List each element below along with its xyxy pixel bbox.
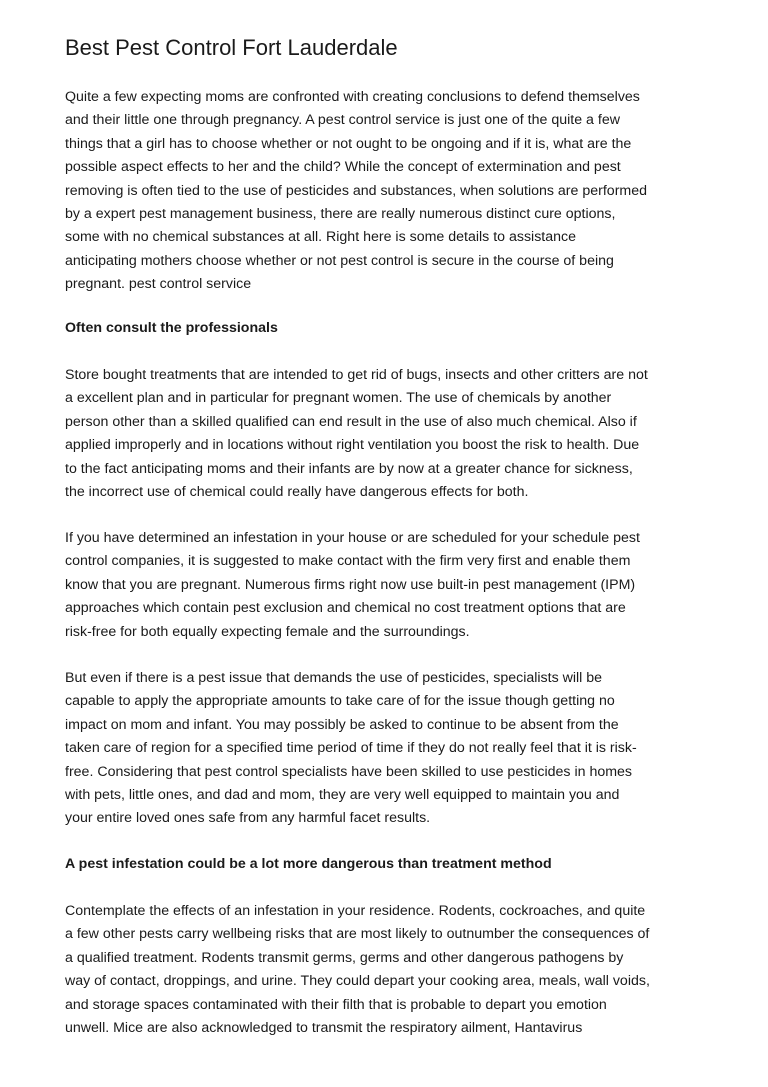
text-line: a qualified treatment. Rodents transmit germs, germs and other dangerous pathogens by (65, 949, 624, 966)
text-line: with pets, little ones, and dad and mom, they are very well equipped to maintain you and (65, 787, 620, 804)
text-line: taken care of region for a specified time period of time if they do not really feel that it is risk- (65, 740, 637, 757)
text-line: Store bought treatments that are intended to get rid of bugs, insects and other critters are not (65, 367, 648, 383)
paragraph-pesticides-use (65, 667, 637, 831)
text-line: risk-free for both equally expecting female and the surroundings. (65, 623, 470, 640)
text-line: by a expert pest management business, there are really numerous distinct cure options, (65, 206, 616, 223)
text-line: things that a girl has to choose whether or not ought to be ongoing and if it is, what are the (65, 135, 632, 152)
text-line: and their little one through pregnancy. A pest control service is just one of the quite a few (65, 112, 620, 129)
paragraph-store-bought (65, 364, 648, 504)
text-line: some with no chemical substances at all. Right here is some details to assistance (65, 229, 576, 246)
text-line: possible aspect effects to her and the child? While the concept of extermination and pest (65, 159, 621, 176)
paragraph-infestation-determined (65, 527, 640, 644)
text-line: removing is often tied to the use of pesticides and substances, when solutions are performed (65, 182, 648, 199)
text-line: Contemplate the effects of an infestation in your residence. Rodents, cockroaches, and quite (65, 903, 646, 919)
text-line: know that you are pregnant. Numerous firms right now use built-in pest management (IPM) (65, 576, 636, 593)
text-line: pregnant. pest control service (65, 276, 252, 293)
text-line: a few other pests carry wellbeing risks that are most likely to outnumber the consequences of (65, 926, 650, 943)
text-line: a excellent plan and in particular for pregnant women. The use of chemicals by another (65, 390, 612, 407)
text-line: approaches which contain pest exclusion and chemical no cost treatment options that are (65, 600, 626, 617)
text-line: to the fact anticipating moms and their infants are by now at a greater chance for sickness, (65, 460, 633, 477)
text-line: capable to apply the appropriate amounts to take care of for the issue though getting no (65, 693, 615, 710)
text-line: your entire loved ones safe from any harmful facet results. (65, 810, 431, 827)
text-line: unwell. Mice are also acknowledged to transmit the respiratory ailment, Hantavirus (65, 1020, 583, 1037)
intro-paragraph (65, 86, 647, 297)
section-heading-professionals: Often consult the professionals (65, 320, 278, 336)
page-title: Best Pest Control Fort Lauderdale (65, 35, 398, 60)
text-line: impact on mom and infant. You may possibly be asked to continue to be absent from the (65, 716, 619, 733)
text-line: control companies, it is suggested to make contact with the firm very first and enable them (65, 553, 631, 570)
text-line: anticipating mothers choose whether or not pest control is secure in the course of being (65, 252, 614, 269)
section-heading-infestation-danger: A pest infestation could be a lot more dangerous than treatment method (65, 856, 552, 872)
paragraph-contemplate-effects (65, 900, 650, 1040)
text-line: If you have determined an infestation in your house or are scheduled for your schedule pest (65, 530, 640, 546)
text-line: way of contact, droppings, and urine. They could depart your cooking area, meals, wall voids, (65, 973, 650, 990)
text-line: Quite a few expecting moms are confronted with creating conclusions to defend themselves (65, 89, 640, 105)
text-line: free. Considering that pest control specialists have been skilled to use pesticides in homes (65, 763, 633, 780)
text-line: and storage spaces contaminated with their filth that is probable to depart you emotion (65, 996, 607, 1013)
text-line: applied improperly and in locations without right ventilation you boost the risk to health. Due (65, 437, 640, 454)
text-line: the incorrect use of chemical could really have dangerous effects for both. (65, 484, 529, 501)
text-line: person other than a skilled qualified can end result in the use of also much chemical. Also if (65, 413, 637, 430)
text-line: But even if there is a pest issue that demands the use of pesticides, specialists will be (65, 670, 603, 686)
